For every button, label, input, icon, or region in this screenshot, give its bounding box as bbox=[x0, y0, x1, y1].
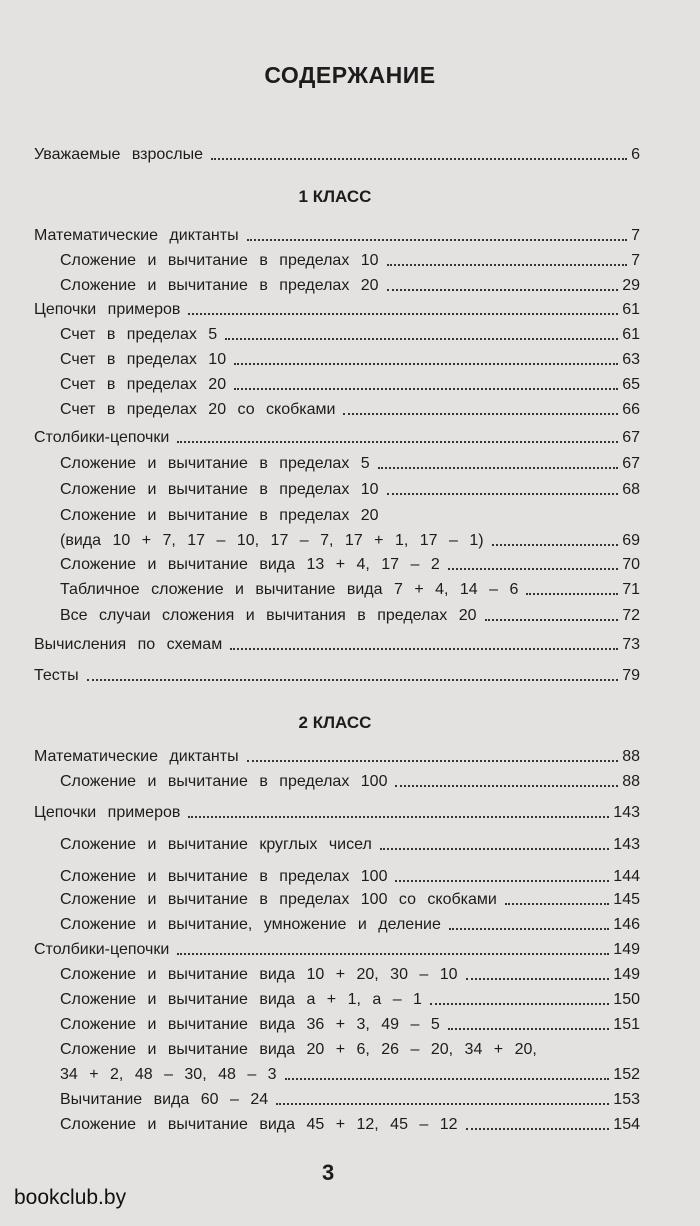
toc-entry-page: 61 bbox=[622, 301, 640, 318]
toc-entry bbox=[60, 321, 640, 345]
toc-entry bbox=[60, 911, 640, 935]
toc-entry-page: 143 bbox=[613, 836, 640, 853]
toc-entry-title: Цепочки примеров bbox=[34, 804, 181, 821]
toc-entry-title: Столбики-цепочки bbox=[34, 941, 170, 958]
toc-entry bbox=[34, 936, 640, 960]
toc-entry-title: 34 + 2, 48 – 30, 48 – 3 bbox=[60, 1066, 277, 1083]
toc-entry bbox=[60, 247, 640, 271]
toc-entry-title: Сложение и вычитание, умножение и деление bbox=[60, 916, 441, 933]
toc-entry-title: Математические диктанты bbox=[34, 227, 239, 244]
dot-leader bbox=[188, 816, 609, 818]
toc-entry-title: Сложение и вычитание в пределах 10 bbox=[60, 252, 379, 269]
toc-entry bbox=[60, 272, 640, 296]
toc-entry-title: Вычисления по схемам bbox=[34, 636, 223, 653]
toc-entry bbox=[60, 371, 640, 395]
dot-leader bbox=[430, 1003, 609, 1005]
dot-leader bbox=[448, 1028, 610, 1030]
toc-entry bbox=[60, 396, 640, 420]
toc-entry bbox=[60, 346, 640, 370]
dot-leader bbox=[177, 953, 609, 955]
dot-leader bbox=[492, 544, 619, 546]
section-heading-grade-1: 1 КЛАСС bbox=[298, 187, 372, 206]
dot-leader bbox=[387, 493, 619, 495]
dot-leader bbox=[247, 239, 628, 241]
toc-entry-page: 63 bbox=[622, 351, 640, 368]
toc-entry-title: Сложение и вычитание вида 36 + 3, 49 – 5 bbox=[60, 1016, 440, 1033]
toc-entry-title: Сложение и вычитание вида 13 + 4, 17 – 2 bbox=[60, 556, 440, 573]
dot-leader bbox=[485, 619, 619, 621]
toc-entry-page: 144 bbox=[613, 868, 640, 885]
toc-entry bbox=[60, 1061, 640, 1085]
dot-leader bbox=[449, 928, 609, 930]
toc-entry-page: 153 bbox=[613, 1091, 640, 1108]
toc-entry-page: 79 bbox=[622, 667, 640, 684]
toc-entry-page: 145 bbox=[613, 891, 640, 908]
toc-entry-page: 68 bbox=[622, 481, 640, 498]
toc-entry bbox=[60, 576, 640, 600]
toc-entry-title: Сложение и вычитание в пределах 5 bbox=[60, 455, 370, 472]
toc-entry bbox=[60, 502, 640, 526]
toc-entry-page: 67 bbox=[622, 429, 640, 446]
toc-entry-page: 150 bbox=[613, 991, 640, 1008]
page-number: 3 bbox=[322, 1160, 335, 1185]
toc-entry-title: Все случаи сложения и вычитания в пределах 20 bbox=[60, 607, 477, 624]
toc-entry bbox=[34, 662, 640, 686]
toc-entry-title: Сложение и вычитание вида 10 + 20, 30 – 10 bbox=[60, 966, 458, 983]
dot-leader bbox=[234, 363, 618, 365]
toc-entry-title: Уважаемые взрослые bbox=[34, 146, 204, 163]
toc-entry-page: 149 bbox=[613, 941, 640, 958]
toc-entry-page: 149 bbox=[613, 966, 640, 983]
dot-leader bbox=[230, 648, 618, 650]
toc-entry-page: 29 bbox=[622, 277, 640, 294]
dot-leader bbox=[87, 679, 619, 681]
toc-entry-title: Сложение и вычитание вида 45 + 12, 45 – 12 bbox=[60, 1116, 458, 1133]
toc-entry-page: 67 bbox=[622, 455, 640, 472]
dot-leader bbox=[225, 338, 618, 340]
toc-entry-page: 154 bbox=[613, 1116, 640, 1133]
toc-entry-title: Сложение и вычитание в пределах 100 bbox=[60, 773, 388, 790]
dot-leader bbox=[448, 568, 618, 570]
toc-entry-page: 146 bbox=[613, 916, 640, 933]
page-title: СОДЕРЖАНИЕ bbox=[264, 62, 436, 88]
dot-leader bbox=[188, 313, 618, 315]
toc-entry-title: Сложение и вычитание в пределах 20 bbox=[60, 277, 379, 294]
dot-leader bbox=[466, 978, 610, 980]
toc-entry-page: 71 bbox=[622, 581, 640, 598]
toc-entry bbox=[60, 986, 640, 1010]
dot-leader bbox=[387, 264, 628, 266]
dot-leader bbox=[378, 467, 619, 469]
toc-entry-page: 65 bbox=[622, 376, 640, 393]
watermark: bookclub.by bbox=[14, 1186, 127, 1209]
toc-entry bbox=[60, 863, 640, 887]
toc-entry-page: 72 bbox=[622, 607, 640, 624]
dot-leader bbox=[387, 289, 619, 291]
dot-leader bbox=[211, 158, 627, 160]
toc-entry-title: Столбики-цепочки bbox=[34, 429, 170, 446]
toc-entry-title: Счет в пределах 5 bbox=[60, 326, 218, 343]
toc-entry-page: 7 bbox=[631, 227, 640, 244]
section-heading-grade-2: 2 КЛАСС bbox=[298, 713, 372, 732]
toc-entry-title: Счет в пределах 10 bbox=[60, 351, 227, 368]
toc-entry-page: 88 bbox=[622, 748, 640, 765]
toc-entry-page: 6 bbox=[631, 146, 640, 163]
toc-entry-title: Сложение и вычитание вида 20 + 6, 26 – 20, 34 + 20, bbox=[60, 1041, 537, 1058]
toc-entry-title: Сложение и вычитание в пределах 20 bbox=[60, 507, 379, 524]
dot-leader bbox=[395, 785, 618, 787]
toc-entry-page: 69 bbox=[622, 532, 640, 549]
dot-leader bbox=[343, 413, 618, 415]
toc-entry-title: Сложение и вычитание в пределах 10 bbox=[60, 481, 379, 498]
toc-entry bbox=[60, 1086, 640, 1110]
toc-entry-page: 151 bbox=[613, 1016, 640, 1033]
dot-leader bbox=[276, 1103, 609, 1105]
toc-entry bbox=[34, 141, 640, 165]
toc-entry-title: Тесты bbox=[34, 667, 79, 684]
toc-entry-page: 66 bbox=[622, 401, 640, 418]
dot-leader bbox=[285, 1078, 610, 1080]
toc-entry-page: 7 bbox=[631, 252, 640, 269]
toc-entry bbox=[60, 602, 640, 626]
toc-entry-page: 70 bbox=[622, 556, 640, 573]
dot-leader bbox=[380, 848, 610, 850]
dot-leader bbox=[177, 441, 618, 443]
toc-entry bbox=[60, 1111, 640, 1135]
toc-entry-title: Табличное сложение и вычитание вида 7 + 4, 14 – 6 bbox=[60, 581, 519, 598]
toc-entry bbox=[34, 799, 640, 823]
toc-entry bbox=[60, 476, 640, 500]
toc-entry bbox=[60, 450, 640, 474]
dot-leader bbox=[395, 880, 609, 882]
toc-entry bbox=[34, 631, 640, 655]
toc-entry-title: Сложение и вычитание в пределах 100 bbox=[60, 868, 388, 885]
toc-entry-title: Сложение и вычитание в пределах 100 со скобками bbox=[60, 891, 497, 908]
toc-entry-title: Сложение и вычитание вида а + 1, а – 1 bbox=[60, 991, 422, 1008]
toc-entry-title: Математические диктанты bbox=[34, 748, 239, 765]
toc-entry bbox=[34, 222, 640, 246]
toc-entry-page: 152 bbox=[613, 1066, 640, 1083]
toc-entry-title: Счет в пределах 20 bbox=[60, 376, 227, 393]
toc-entry bbox=[60, 961, 640, 985]
toc-entry-page: 143 bbox=[613, 804, 640, 821]
toc-entry bbox=[60, 886, 640, 910]
toc-entry bbox=[34, 424, 640, 448]
toc-entry-title: Вычитание вида 60 – 24 bbox=[60, 1091, 269, 1108]
toc-entry bbox=[60, 1036, 640, 1060]
toc-entry bbox=[60, 551, 640, 575]
dot-leader bbox=[505, 903, 609, 905]
toc-entry-title: (вида 10 + 7, 17 – 10, 17 – 7, 17 + 1, 17 – 1) bbox=[60, 532, 484, 549]
dot-leader bbox=[247, 760, 619, 762]
toc-entry bbox=[60, 831, 640, 855]
toc-entry-title: Сложение и вычитание круглых чисел bbox=[60, 836, 372, 853]
dot-leader bbox=[526, 593, 618, 595]
toc-entry-page: 88 bbox=[622, 773, 640, 790]
toc-entry-page: 61 bbox=[622, 326, 640, 343]
dot-leader bbox=[234, 388, 618, 390]
toc-entry bbox=[34, 296, 640, 320]
toc-entry bbox=[60, 527, 640, 551]
toc-entry-title: Счет в пределах 20 со скобками bbox=[60, 401, 336, 418]
dot-leader bbox=[466, 1128, 610, 1130]
toc-entry bbox=[34, 743, 640, 767]
toc-entry bbox=[60, 1011, 640, 1035]
toc-entry bbox=[60, 768, 640, 792]
toc-entry-page: 73 bbox=[622, 636, 640, 653]
toc-entry-title: Цепочки примеров bbox=[34, 301, 181, 318]
